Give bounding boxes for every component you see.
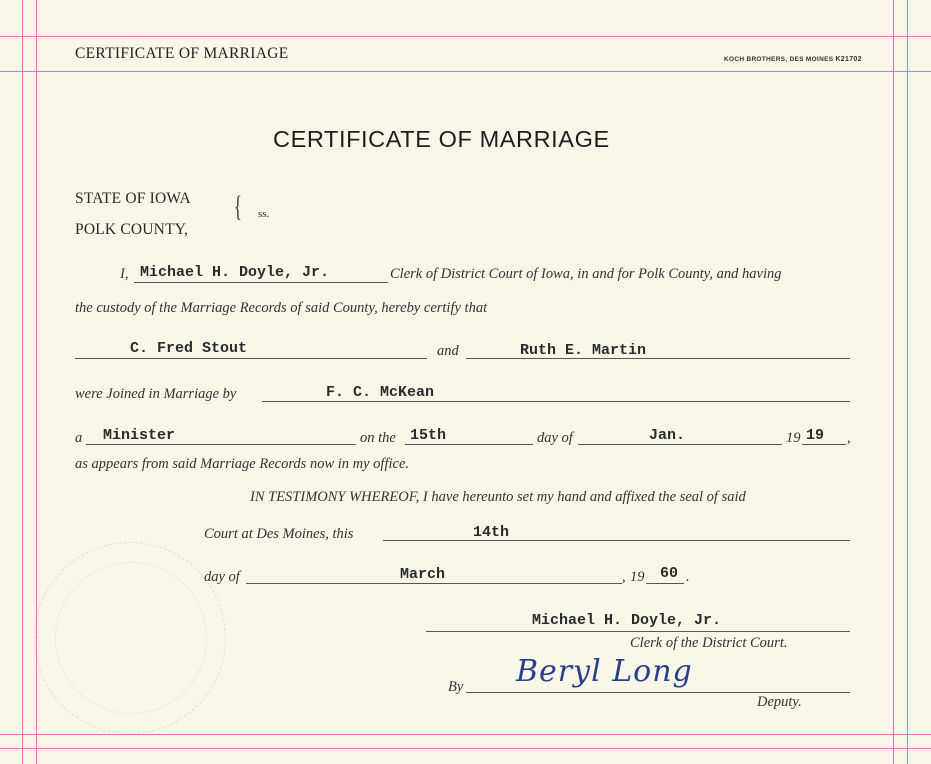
printer-name: KOCH BROTHERS, DES MOINES xyxy=(724,56,834,63)
testimony-text: IN TESTIMONY WHEREOF, I have hereunto set my hand and affixed the seal of said xyxy=(250,489,746,505)
marriage-century: 19 xyxy=(786,430,801,446)
issue-month-rule xyxy=(246,583,622,584)
marriage-date-comma: , xyxy=(847,430,851,446)
header-title: CERTIFICATE OF MARRIAGE xyxy=(75,45,289,62)
border-line-bottom-inner xyxy=(0,734,931,735)
marriage-month-field: Jan. xyxy=(649,427,686,444)
marriage-month-rule xyxy=(578,444,782,445)
officiant-title-rule xyxy=(86,444,356,445)
custody-text: the custody of the Marriage Records of said County, hereby certify that xyxy=(75,300,488,316)
officiant-rule xyxy=(262,401,850,402)
officiant-name-field: F. C. McKean xyxy=(326,384,435,401)
groom-name-field: C. Fred Stout xyxy=(130,340,248,357)
border-line-left-outer xyxy=(22,0,23,764)
issue-century-comma: , xyxy=(622,569,626,585)
main-title: CERTIFICATE OF MARRIAGE xyxy=(273,126,610,152)
marriage-day-rule xyxy=(405,444,533,445)
venue-ss: ss. xyxy=(258,208,270,220)
groom-rule xyxy=(75,358,427,359)
deputy-signature: Beryl Long xyxy=(516,654,693,689)
issue-century: 19 xyxy=(630,569,645,585)
officiant-title-field: Minister xyxy=(103,427,176,444)
border-line-right-outer xyxy=(907,0,908,764)
issue-day-rule xyxy=(383,540,850,541)
marriage-year-rule xyxy=(802,444,846,445)
border-line-right-inner xyxy=(893,0,894,764)
signing-clerk-rule xyxy=(426,631,850,632)
court-seal-emboss-inner xyxy=(55,562,207,714)
venue-brace-top: { xyxy=(234,190,242,223)
deputy-label: Deputy. xyxy=(757,694,802,710)
appears-text: as appears from said Marriage Records now in my office. xyxy=(75,456,410,472)
printer-credit xyxy=(724,56,862,63)
a-text: a xyxy=(75,430,83,446)
signing-clerk-title: Clerk of the District Court. xyxy=(630,635,788,651)
day-of-text-2: day of xyxy=(204,569,240,585)
joined-text: were Joined in Marriage by xyxy=(75,386,237,402)
issue-year-field: 60 xyxy=(660,565,679,582)
venue-state: STATE OF IOWA xyxy=(75,190,191,207)
day-of-text: day of xyxy=(537,430,573,446)
bride-name-field: Ruth E. Martin xyxy=(520,342,647,359)
clerk-name-field: Michael H. Doyle, Jr. xyxy=(140,264,330,281)
issue-date-period: . xyxy=(686,569,690,585)
border-line-top-outer xyxy=(0,36,931,37)
clerk-text: Clerk of District Court of Iowa, in and for Polk County, and having xyxy=(390,266,782,282)
issue-month-field: March xyxy=(400,566,446,583)
issue-day-field: 14th xyxy=(473,524,510,541)
clerk-name-rule xyxy=(134,282,388,283)
on-the-text: on the xyxy=(360,430,396,446)
court-text: Court at Des Moines, this xyxy=(204,526,354,542)
marriage-year-field: 19 xyxy=(806,427,825,444)
venue-county: POLK COUNTY, xyxy=(75,221,189,238)
border-line-top-inner xyxy=(0,71,931,72)
by-text: By xyxy=(448,679,464,695)
deputy-rule xyxy=(466,692,850,693)
clerk-prefix: I, xyxy=(120,266,129,282)
form-number: K21702 xyxy=(835,56,862,63)
border-line-bottom-outer xyxy=(0,748,931,749)
marriage-day-field: 15th xyxy=(410,427,447,444)
issue-year-rule xyxy=(646,583,684,584)
and-text: and xyxy=(437,343,459,359)
signing-clerk-name: Michael H. Doyle, Jr. xyxy=(532,612,722,629)
